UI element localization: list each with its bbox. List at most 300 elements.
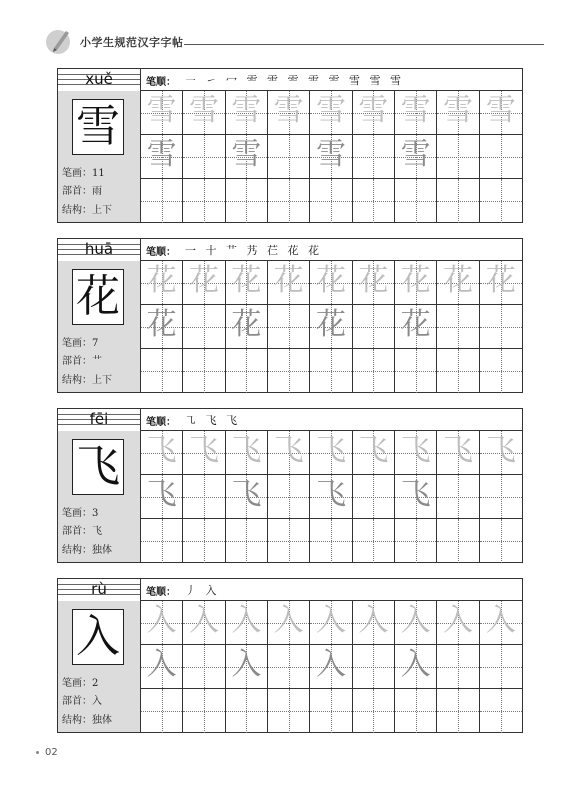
bullet-icon (36, 751, 39, 754)
practice-cell[interactable] (310, 689, 352, 733)
practice-cell[interactable] (268, 601, 310, 645)
practice-cell[interactable] (183, 135, 225, 179)
practice-cell[interactable] (395, 689, 437, 733)
stroke-step: ⻗ (287, 74, 302, 87)
tracing-character: 飞 (146, 477, 177, 512)
practice-cell[interactable] (353, 519, 395, 563)
structure-label: 结构： (62, 715, 92, 726)
practice-cell[interactable] (437, 601, 479, 645)
practice-cell[interactable] (183, 689, 225, 733)
practice-cell[interactable] (353, 645, 395, 689)
guide-line-horizontal (226, 371, 267, 372)
tracing-character: 雪 (442, 93, 473, 128)
practice-cell[interactable] (395, 431, 437, 475)
guide-line-horizontal (141, 201, 182, 202)
radical-row (62, 692, 102, 707)
tracing-character: 花 (146, 307, 177, 342)
pinyin-lines (58, 239, 140, 261)
stroke-count-label: 笔画： (62, 168, 92, 179)
practice-cell[interactable] (268, 305, 310, 349)
guide-line-horizontal (437, 711, 478, 712)
guide-line-horizontal (480, 711, 522, 712)
practice-cell[interactable] (353, 431, 395, 475)
guide-line-horizontal (395, 371, 436, 372)
page-number-text: 02 (45, 747, 58, 758)
tracing-character: 飞 (485, 433, 516, 468)
stroke-order-row (141, 239, 522, 261)
stroke-count-row (62, 504, 98, 519)
practice-cell[interactable] (437, 179, 479, 223)
practice-cell[interactable] (395, 261, 437, 305)
character-info-panel (57, 408, 141, 563)
stroke-order-sequence (185, 242, 322, 258)
stroke-order-sequence (185, 582, 220, 598)
stroke-count-row (62, 164, 105, 179)
tracing-character: 雪 (146, 93, 177, 128)
guide-line-horizontal (183, 711, 224, 712)
guide-line-horizontal (141, 541, 182, 542)
tracing-character: 入 (146, 647, 177, 682)
practice-cell[interactable] (437, 305, 479, 349)
practice-cell[interactable] (353, 475, 395, 519)
practice-cell[interactable] (437, 349, 479, 393)
stroke-count-row (62, 674, 98, 689)
practice-cell[interactable] (480, 431, 522, 475)
practice-grid (141, 601, 522, 733)
practice-cell[interactable] (226, 475, 268, 519)
tracing-character: 花 (400, 263, 431, 298)
practice-cell[interactable] (226, 689, 268, 733)
practice-cell[interactable] (226, 305, 268, 349)
stroke-step: 花 (287, 244, 302, 257)
tracing-character: 花 (273, 263, 304, 298)
practice-cell[interactable] (353, 349, 395, 393)
stroke-step: ⻗ (246, 74, 261, 87)
practice-cell[interactable] (268, 431, 310, 475)
practice-cell[interactable] (480, 179, 522, 223)
practice-panel (141, 578, 523, 733)
practice-cell[interactable] (353, 179, 395, 223)
practice-cell[interactable] (226, 519, 268, 563)
tracing-character: 花 (231, 307, 262, 342)
practice-cell[interactable] (141, 349, 183, 393)
tracing-character: 入 (358, 603, 389, 638)
practice-cell[interactable] (395, 349, 437, 393)
stroke-order-sequence (185, 72, 404, 88)
guide-line-horizontal (226, 711, 267, 712)
stroke-count-label: 笔画： (62, 508, 92, 519)
practice-cell[interactable] (183, 601, 225, 645)
practice-cell[interactable] (268, 135, 310, 179)
guide-line-horizontal (353, 711, 394, 712)
practice-cell[interactable] (226, 135, 268, 179)
practice-cell[interactable] (480, 261, 522, 305)
practice-cell[interactable] (141, 261, 183, 305)
guide-line-horizontal (395, 711, 436, 712)
guide-line-horizontal (141, 371, 182, 372)
guide-line-horizontal (437, 541, 478, 542)
character-block (57, 578, 523, 733)
guide-line-horizontal (268, 157, 309, 158)
practice-panel (141, 238, 523, 393)
tracing-character: 花 (231, 263, 262, 298)
stroke-count-label: 笔画： (62, 338, 92, 349)
practice-cell[interactable] (183, 431, 225, 475)
tracing-character: 入 (442, 603, 473, 638)
guide-line-horizontal (268, 201, 309, 202)
practice-cell[interactable] (310, 475, 352, 519)
practice-cell[interactable] (437, 135, 479, 179)
practice-cell[interactable] (395, 519, 437, 563)
model-character: 雪 (72, 99, 124, 155)
character-block (57, 68, 523, 223)
stroke-step: ⻗ (308, 74, 322, 87)
stroke-count-value: 11 (92, 168, 105, 179)
tracing-character: 雪 (231, 93, 262, 128)
guide-line-horizontal (437, 157, 478, 158)
tracing-character: 飞 (231, 433, 262, 468)
tracing-character: 入 (273, 603, 304, 638)
practice-cell[interactable] (310, 601, 352, 645)
practice-cell[interactable] (141, 601, 183, 645)
practice-cell[interactable] (480, 305, 522, 349)
radical-row (62, 352, 102, 367)
tracing-character: 飞 (273, 433, 304, 468)
tracing-character: 飞 (400, 433, 431, 468)
practice-cell[interactable] (310, 431, 352, 475)
stroke-step: 冖 (226, 74, 240, 87)
guide-line-horizontal (268, 327, 309, 328)
radical-value: 艹 (92, 356, 102, 367)
practice-cell[interactable] (353, 135, 395, 179)
guide-line-horizontal (141, 711, 182, 712)
practice-cell[interactable] (310, 135, 352, 179)
stroke-step: 飞 (226, 414, 240, 427)
practice-panel (141, 408, 523, 563)
tracing-character: 雪 (188, 93, 219, 128)
radical-label: 部首： (62, 356, 92, 367)
tracing-character: 飞 (442, 433, 473, 468)
practice-cell[interactable] (480, 689, 522, 733)
character-info-panel (57, 578, 141, 733)
tracing-character: 花 (358, 263, 389, 298)
structure-label: 结构： (62, 545, 92, 556)
guide-line-horizontal (310, 711, 351, 712)
practice-cell[interactable] (183, 179, 225, 223)
practice-panel (141, 68, 523, 223)
practice-cell[interactable] (437, 645, 479, 689)
stroke-step: 雪 (390, 74, 404, 87)
stroke-count-value: 7 (92, 338, 99, 349)
practice-cell[interactable] (141, 135, 183, 179)
practice-cell[interactable] (141, 431, 183, 475)
tracing-character: 雪 (146, 137, 177, 172)
guide-line-horizontal (268, 497, 309, 498)
tracing-character: 入 (315, 647, 346, 682)
stroke-order-row (141, 69, 522, 91)
guide-line-horizontal (480, 157, 522, 158)
practice-cell[interactable] (141, 519, 183, 563)
tracing-character: 花 (400, 307, 431, 342)
guide-line-horizontal (480, 667, 522, 668)
guide-line-horizontal (353, 541, 394, 542)
practice-cell[interactable] (395, 135, 437, 179)
tracing-character: 入 (400, 647, 431, 682)
guide-line-horizontal (353, 201, 394, 202)
pinyin-lines (58, 69, 140, 91)
practice-cell[interactable] (437, 91, 479, 135)
practice-cell[interactable] (268, 261, 310, 305)
guide-line-horizontal (437, 201, 478, 202)
structure-value: 独体 (92, 545, 112, 556)
character-block (57, 408, 523, 563)
guide-line-horizontal (480, 371, 522, 372)
practice-cell[interactable] (226, 431, 268, 475)
tracing-character: 雪 (400, 93, 431, 128)
practice-cell[interactable] (226, 601, 268, 645)
stroke-order-label: 笔顺： (146, 417, 176, 428)
tracing-character: 雪 (231, 137, 262, 172)
stroke-step: ⻗ (267, 74, 281, 87)
tracing-character: 花 (485, 263, 516, 298)
practice-cell[interactable] (226, 645, 268, 689)
model-character: 入 (72, 609, 124, 665)
guide-line-horizontal (437, 327, 478, 328)
tracing-character: 花 (315, 263, 346, 298)
practice-cell[interactable] (353, 261, 395, 305)
practice-cell[interactable] (141, 689, 183, 733)
practice-grid (141, 261, 522, 393)
practice-cell[interactable] (480, 519, 522, 563)
practice-cell[interactable] (395, 645, 437, 689)
stroke-step: 十 (205, 244, 220, 257)
radical-label: 部首： (62, 526, 92, 537)
practice-cell[interactable] (437, 261, 479, 305)
tracing-character: 入 (146, 603, 177, 638)
practice-cell[interactable] (310, 91, 352, 135)
character-block (57, 238, 523, 393)
pinyin: xuě (85, 70, 113, 88)
practice-cell[interactable] (268, 179, 310, 223)
practice-cell[interactable] (141, 91, 183, 135)
tracing-character: 花 (315, 307, 346, 342)
pinyin: huā (84, 240, 114, 258)
radical-label: 部首： (62, 696, 92, 707)
practice-cell[interactable] (480, 601, 522, 645)
stroke-step: ㇈ (185, 414, 199, 427)
guide-line-horizontal (310, 201, 351, 202)
radical-row (62, 182, 102, 197)
pinyin: rù (91, 580, 107, 598)
guide-line-horizontal (480, 327, 522, 328)
tracing-character: 入 (485, 603, 516, 638)
guide-line-horizontal (183, 667, 224, 668)
practice-cell[interactable] (310, 519, 352, 563)
practice-cell[interactable] (310, 645, 352, 689)
tracing-character: 飞 (231, 477, 262, 512)
guide-line-horizontal (310, 371, 351, 372)
structure-row (62, 371, 112, 386)
practice-cell[interactable] (183, 645, 225, 689)
practice-cell[interactable] (268, 475, 310, 519)
practice-cell[interactable] (480, 645, 522, 689)
tracing-character: 入 (188, 603, 219, 638)
page-number (36, 747, 58, 758)
pinyin: fēi (89, 410, 109, 428)
structure-value: 上下 (92, 375, 112, 386)
practice-cell[interactable] (268, 519, 310, 563)
guide-line-horizontal (226, 201, 267, 202)
tracing-character: 雪 (485, 93, 516, 128)
guide-line-horizontal (226, 541, 267, 542)
tracing-character: 花 (146, 263, 177, 298)
practice-cell[interactable] (268, 689, 310, 733)
stroke-step: 雪 (369, 74, 384, 87)
tracing-character: 雪 (400, 137, 431, 172)
practice-cell[interactable] (395, 601, 437, 645)
structure-row (62, 201, 112, 216)
pen-nib-icon (44, 26, 74, 56)
practice-cell[interactable] (226, 179, 268, 223)
tracing-character: 飞 (146, 433, 177, 468)
practice-cell[interactable] (183, 261, 225, 305)
tracing-character: 入 (231, 603, 262, 638)
guide-line-horizontal (353, 667, 394, 668)
model-character: 飞 (72, 439, 124, 495)
tracing-character: 入 (400, 603, 431, 638)
guide-line-horizontal (268, 711, 309, 712)
tracing-character: 雪 (315, 93, 346, 128)
stroke-step: ㇐ (185, 74, 199, 87)
practice-cell[interactable] (395, 179, 437, 223)
practice-cell[interactable] (183, 349, 225, 393)
practice-cell[interactable] (226, 91, 268, 135)
guide-line-horizontal (183, 157, 224, 158)
radical-row (62, 522, 102, 537)
stroke-step: 花 (308, 244, 322, 257)
guide-line-horizontal (268, 541, 309, 542)
practice-cell[interactable] (480, 91, 522, 135)
practice-cell[interactable] (183, 305, 225, 349)
stroke-count-value: 2 (92, 678, 99, 689)
guide-line-horizontal (480, 201, 522, 202)
practice-cell[interactable] (268, 91, 310, 135)
practice-cell[interactable] (480, 475, 522, 519)
tracing-character: 入 (231, 647, 262, 682)
practice-cell[interactable] (437, 519, 479, 563)
practice-cell[interactable] (268, 645, 310, 689)
tracing-character: 花 (442, 263, 473, 298)
tracing-character: 飞 (358, 433, 389, 468)
practice-cell[interactable] (310, 349, 352, 393)
guide-line-horizontal (310, 541, 351, 542)
stroke-step: ⻗ (328, 74, 343, 87)
practice-cell[interactable] (437, 689, 479, 733)
guide-line-horizontal (480, 541, 522, 542)
stroke-step: 芢 (267, 244, 281, 257)
practice-cell[interactable] (141, 475, 183, 519)
guide-line-horizontal (395, 201, 436, 202)
practice-cell[interactable] (395, 305, 437, 349)
practice-cell[interactable] (268, 349, 310, 393)
practice-cell[interactable] (183, 475, 225, 519)
practice-cell[interactable] (141, 305, 183, 349)
practice-cell[interactable] (141, 645, 183, 689)
stroke-step: 艹 (226, 244, 240, 257)
practice-cell[interactable] (353, 305, 395, 349)
guide-line-horizontal (183, 497, 224, 498)
practice-cell[interactable] (226, 349, 268, 393)
stroke-step: 艿 (246, 244, 261, 257)
tracing-character: 飞 (315, 433, 346, 468)
guide-line-horizontal (183, 201, 224, 202)
radical-value: 飞 (92, 526, 102, 537)
stroke-step: 飞 (205, 414, 220, 427)
practice-cell[interactable] (141, 179, 183, 223)
guide-line-horizontal (268, 371, 309, 372)
tracing-character: 飞 (315, 477, 346, 512)
character-info-panel (57, 68, 141, 223)
structure-label: 结构： (62, 375, 92, 386)
stroke-count-row (62, 334, 98, 349)
guide-line-horizontal (353, 497, 394, 498)
tracing-character: 雪 (273, 93, 304, 128)
radical-value: 雨 (92, 186, 102, 197)
practice-cell[interactable] (226, 261, 268, 305)
stroke-step: 丿 (185, 584, 199, 597)
practice-cell[interactable] (480, 349, 522, 393)
guide-line-horizontal (437, 371, 478, 372)
structure-value: 独体 (92, 715, 112, 726)
radical-label: 部首： (62, 186, 92, 197)
stroke-step: 一 (185, 244, 199, 257)
practice-cell[interactable] (353, 689, 395, 733)
tracing-character: 飞 (400, 477, 431, 512)
practice-cell[interactable] (183, 519, 225, 563)
practice-cell[interactable] (437, 475, 479, 519)
guide-line-horizontal (268, 667, 309, 668)
guide-line-horizontal (353, 371, 394, 372)
guide-line-horizontal (183, 371, 224, 372)
model-character: 花 (72, 269, 124, 325)
stroke-order-label: 笔顺： (146, 247, 176, 258)
practice-cell[interactable] (183, 91, 225, 135)
practice-cell[interactable] (395, 91, 437, 135)
guide-line-horizontal (183, 541, 224, 542)
stroke-step: 雪 (349, 74, 363, 87)
practice-cell[interactable] (353, 91, 395, 135)
practice-grid (141, 91, 522, 223)
practice-cell[interactable] (310, 305, 352, 349)
practice-cell[interactable] (310, 179, 352, 223)
header-rule (184, 44, 544, 45)
guide-line-horizontal (183, 327, 224, 328)
practice-cell[interactable] (353, 601, 395, 645)
stroke-order-label: 笔顺： (146, 77, 176, 88)
page-title: 小学生规范汉字字帖 (80, 36, 184, 49)
guide-line-horizontal (395, 541, 436, 542)
tracing-character: 雪 (315, 137, 346, 172)
practice-cell[interactable] (480, 135, 522, 179)
practice-cell[interactable] (437, 431, 479, 475)
practice-cell[interactable] (395, 475, 437, 519)
guide-line-horizontal (353, 157, 394, 158)
tracing-character: 花 (188, 263, 219, 298)
page-header (44, 26, 544, 56)
practice-cell[interactable] (310, 261, 352, 305)
tracing-character: 入 (315, 603, 346, 638)
guide-line-horizontal (353, 327, 394, 328)
